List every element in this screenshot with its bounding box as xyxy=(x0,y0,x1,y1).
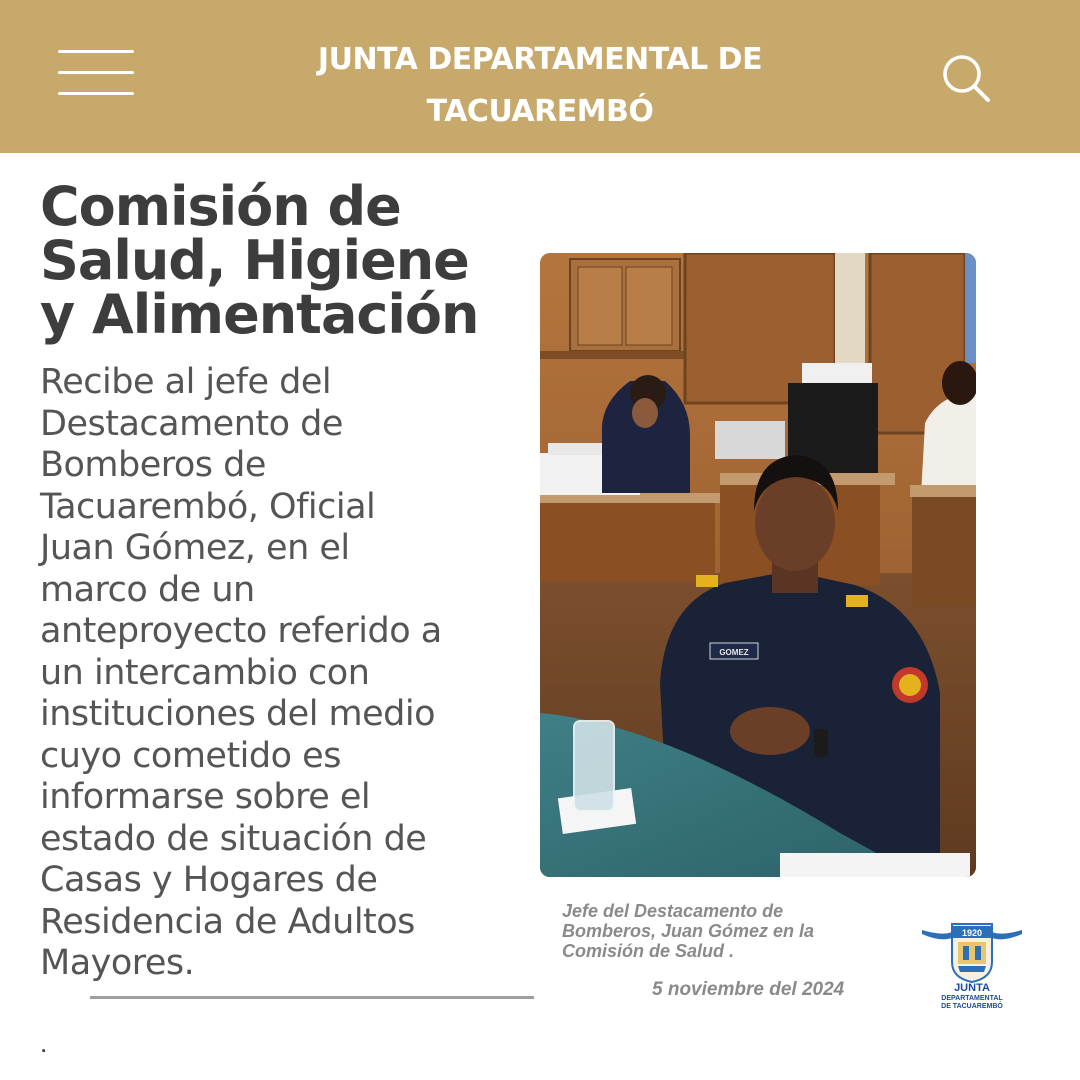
hamburger-menu-icon[interactable] xyxy=(58,50,136,98)
publication-date: 5 noviembre del 2024 xyxy=(652,979,845,1000)
body-line: cuyo cometido es xyxy=(40,735,341,776)
body-line: Juan Gómez, en el xyxy=(40,528,350,568)
body-line: Destacamento de xyxy=(40,403,343,444)
emblem-icon xyxy=(918,918,1026,984)
body-line: instituciones del medio xyxy=(40,694,436,734)
article-title-line: Salud, Higiene xyxy=(40,229,469,292)
body-line: Mayores. xyxy=(40,943,195,983)
logo-line-2: DEPARTAMENTAL xyxy=(941,995,1003,1002)
logo-line-3: DE TACUAREMBÓ xyxy=(941,1003,1003,1010)
header-bar xyxy=(0,0,1080,153)
body-line: Bomberos de xyxy=(40,445,266,485)
body-line: un intercambio con xyxy=(40,652,370,693)
search-icon[interactable] xyxy=(938,50,994,106)
logo-line-1: JUNTA xyxy=(954,982,990,994)
article-title xyxy=(40,175,540,346)
name-badge-text: GOMEZ xyxy=(719,648,749,657)
site-title-line-2: TACUAREMBÓ xyxy=(426,94,654,129)
article-title-line: Comisión de xyxy=(40,175,401,238)
trailing-mark: . xyxy=(40,1028,48,1058)
body-line: Casas y Hogares de xyxy=(40,860,378,900)
body-line: Recibe al jefe del xyxy=(40,362,332,402)
caption-line: Comisión de Salud . xyxy=(562,941,735,961)
junta-logo[interactable] xyxy=(918,918,1026,1014)
caption-line: Bomberos, Juan Gómez en la xyxy=(562,921,815,941)
article-photo[interactable] xyxy=(540,253,976,877)
article-title-line: y Alimentación xyxy=(40,283,479,346)
article-body xyxy=(40,362,530,985)
body-line: Residencia de Adultos xyxy=(40,901,415,942)
body-line: informarse sobre el xyxy=(40,777,371,817)
caption-line: Jefe del Destacamento de xyxy=(562,901,784,921)
site-title[interactable] xyxy=(250,34,830,138)
logo-year: 1920 xyxy=(961,928,983,938)
body-line: marco de un xyxy=(40,569,255,610)
divider xyxy=(90,996,534,999)
body-line: Tacuarembó, Oficial xyxy=(40,486,376,527)
site-title-line-1: JUNTA DEPARTAMENTAL DE xyxy=(317,42,763,77)
photo-caption xyxy=(562,901,902,961)
body-line: estado de situación de xyxy=(40,818,427,859)
body-line: anteproyecto referido a xyxy=(40,611,442,651)
